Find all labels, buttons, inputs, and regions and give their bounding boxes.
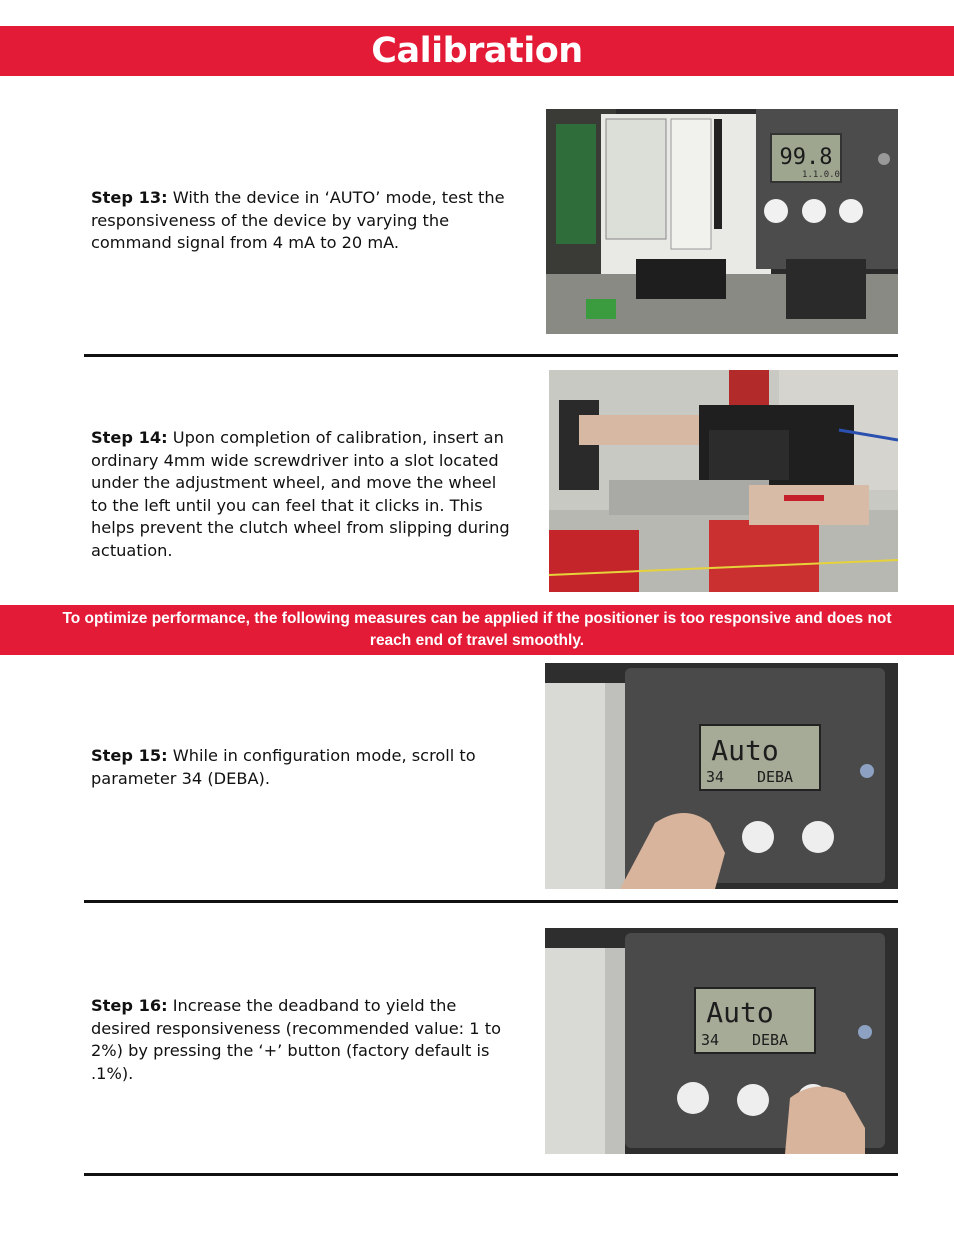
step-15-label: Step 15: xyxy=(91,746,168,765)
step-16-label: Step 16: xyxy=(91,996,168,1015)
divider-rule xyxy=(84,900,898,903)
step-16-body: Increase the deadband to yield the desired responsiveness (recommended value: 1 to 2%) by pressing the ‘+’ button (factory default is .1%). xyxy=(91,996,501,1083)
lcd-main-16: Auto xyxy=(706,996,774,1029)
step-14-body: Upon completion of calibration, insert an ordinary 4mm wide screwdriver into a slot located under the adjustment wheel, and move the wheel to the left until you can feel that it clicks in. This helps prevent the clutch wheel from slipping during actuation. xyxy=(91,428,510,560)
lcd-num-16: 34 xyxy=(700,1031,720,1049)
step-13-label: Step 13: xyxy=(91,188,168,207)
step-15-photo xyxy=(545,663,898,889)
step-14-text xyxy=(91,427,511,563)
step-15-body: While in configuration mode, scroll to parameter 34 (DEBA). xyxy=(91,746,476,788)
lcd-param-15: DEBA xyxy=(756,768,794,786)
step-13-text xyxy=(91,187,511,255)
page-header-bar xyxy=(0,26,954,76)
lcd-num-15: 34 xyxy=(705,768,725,786)
step-13-photo xyxy=(546,109,898,334)
lcd-main-15: Auto xyxy=(711,734,779,767)
step-15-text xyxy=(91,745,511,790)
step-16-text xyxy=(91,995,511,1085)
step-13-body: With the device in ‘AUTO’ mode, test the responsiveness of the device by varying the command signal from 4 mA to 20 mA. xyxy=(91,188,505,253)
note-banner xyxy=(0,605,954,655)
divider-rule xyxy=(84,354,898,357)
divider-rule xyxy=(84,1173,898,1176)
step-14-label: Step 14: xyxy=(91,428,168,447)
lcd-main-13: 99.8 xyxy=(779,145,833,170)
page-title: Calibration xyxy=(371,31,583,71)
step-14-photo xyxy=(549,370,898,592)
lcd-param-16: DEBA xyxy=(751,1031,789,1049)
note-text: To optimize performance, the following measures can be applied if the positioner is too responsive and does not reach end of travel smoothly. xyxy=(62,610,892,649)
step-16-photo xyxy=(545,928,898,1154)
lcd-sub-13: 1.1.0.0 xyxy=(802,170,840,180)
